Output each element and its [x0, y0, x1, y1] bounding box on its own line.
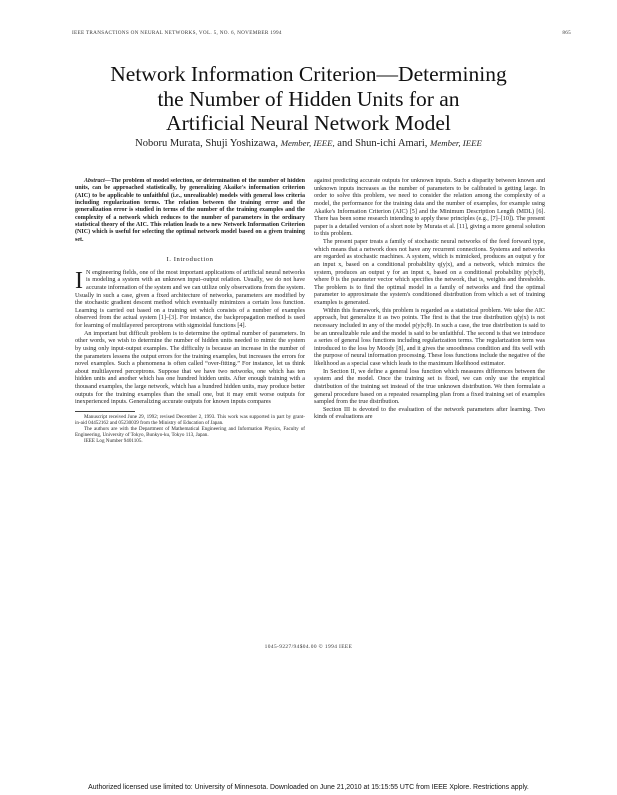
right-paragraph-1: against predicting accurate outputs for unknown inputs. Such a disparity between known and unknown inputs increases as the number of parameters to be calibrated is getting large. In order to solve this problem, we need to consider the relation among the complexity of a model, the performance for the training data and the number of examples, for example using Akaike's Information Criterion (AIC) [5] and the Minimum Description Length (MDL) [6]. There has been some research intending to apply these principles (e.g., [7]–[10]). The present paper is a detailed version of a short note by Murata et al. [11], giving a more general solution to this problem.: [314, 178, 545, 238]
left-column: [75, 178, 305, 648]
author-names-1: Noboru Murata, Shuji Yoshizawa,: [135, 138, 279, 149]
drop-cap: I: [75, 267, 83, 294]
abstract: [75, 178, 305, 244]
right-paragraph-5: Section III is devoted to the evaluation of the network parameters after learning. Two kinds of evaluations are: [314, 406, 545, 421]
intro-paragraph-2: An important but difficult problem is to determine the optimal number of parameters. In other words, we wish to determine the number of hidden units needed to mimic the system by using only input-output examples. The difficulty is because an increase in the number of the parameters lessens the output errors for the training examples, but increases the errors for novel examples. Such a phenomena is often called “over-fitting.” For instance, let us think about multilayered perceptrons. Suppose that we have two networks, one which has ten hidden units and another which has one hundred hidden units. After enough training with a thousand examples, the large network, which has a hundred hidden units, may produce better outputs for the training examples than the small one, but it may emit worse outputs for inexperienced inputs. Generalizing accurate outputs for known inputs compares: [75, 330, 305, 406]
journal-header: IEEE TRANSACTIONS ON NEURAL NETWORKS, VOL. 5, NO. 6, NOVEMBER 1994: [72, 30, 282, 36]
right-paragraph-4: In Section II, we define a general loss function which measures differences between the system and the model. Once the training set is fixed, we can only use the empirical distribution of the training set instead of the true unknown distribution. We then formulate a general procedure based on a repeated resampling plan from a fixed training set of examples sampled from the true distribution.: [314, 368, 545, 406]
title-line-2: the Number of Hidden Units for an: [157, 86, 460, 111]
running-head: [40, 30, 577, 40]
abstract-text: The problem of model selection, or determination of the number of hidden units, can be approached statistically, by generalizing Akaike's information criterion (AIC) to be applicable to unfaithful (i.e., unrealizable) models with general loss criteria including regularization terms. The relation between the training error and the generalization error is studied in terms of the number of the training examples and the complexity of a network which reduces to the number of parameters in the ordinary statistical theory of the AIC. This relation leads to a new Network Information Criterion (NIC) which is useful for selecting the optimal network model based on a given training set.: [75, 178, 305, 243]
footnote-divider: [75, 411, 135, 412]
copyright-code: 1045-9227/94$04.00 © 1994 IEEE: [264, 644, 353, 650]
footnote-affiliation: The authors are with the Department of Mathematical Engineering and Information Physics, Faculty of Engineering, University of Tokyo, Bunkyo-ku, Tokyo 113, Japan.: [75, 426, 305, 439]
author-names-2: and Shun-ichi Amari,: [337, 138, 428, 149]
license-banner: Authorized licensed use limited to: University of Minnesota. Downloaded on June 21,2010 at 15:15:55 UTC from IEEE Xplore. Restrictions apply.: [88, 784, 529, 791]
section-heading-introduction: I. Introduction: [166, 256, 214, 264]
paper-title: [40, 62, 577, 136]
footnote-log-number: IEEE Log Number 9401105.: [84, 438, 143, 445]
right-column: [314, 178, 545, 636]
author-line: [40, 138, 577, 149]
page-number: 865: [562, 30, 571, 36]
intro-paragraph-1: [75, 267, 305, 331]
title-line-1: Network Information Criterion—Determining: [110, 62, 507, 86]
intro-paragraph-1-text: N engineering fields, one of the most important applications of artificial neural networks is modeling a system with an unknown input–output relation. Usually, we do not have accurate information of the system and we can utilize only observations from the system. Usually in such a case, given a fixed architecture of networks, parameters are modified by the stochastic gradient descent method which eventually minimizes a certain loss function. Learning is carried out based on a training set which consists of a number of examples observed from the actual system [1]–[3]. For instance, the backpropagation method is used for learning of multilayered perceptrons with sigmoidal functions [4].: [75, 269, 305, 330]
abstract-label: Abstract—: [84, 178, 111, 184]
author-membership-2: Member, IEEE: [430, 138, 482, 148]
right-paragraph-2: The present paper treats a family of stochastic neural networks of the feed forward type, which means that a network does not have any recurrent connections. Systems and networks are regarded as stochastic machines. A system, which is mimicked, produces an output y for an input x, based on a conditional probability q(y|x), and a network, which mimics the system, produces an output y for an input x, based on a conditional probability p(y|x;θ), where θ is the parameter vector which specifies the network, that is, weights and thresholds. The problem is to find the optimal model in a family of networks and find the optimal parameter to approximate the system's conditioned distribution from which a set of training examples is generated.: [314, 239, 545, 306]
footnote-manuscript: Manuscript received June 29, 1992; revised December 2, 1993. This work was supported in part by grant-in-aid 04452162 and 05230039 from the Ministry of Education of Japan.: [75, 413, 305, 427]
title-line-3: Artificial Neural Network Model: [166, 111, 451, 135]
author-membership-1: Member, IEEE,: [280, 138, 335, 148]
right-paragraph-3: Within this framework, this problem is regarded as a statistical problem. We take the AIC approach, but generalize it as two points. The first is that the true distribution q(y|x) is not necessary included in any of the model p(y|x;θ). In such a case, the true distribution is said to be an unrealizable rule and the model is said to be unfaithful. The second is that we introduce a series of general loss functions including regularization terms. The regularization term was introduced to the loss by Moody [8], and it gives the smoothness condition and fits well with the purpose of neural information processing. These loss functions include the negative of the likelihood as a special case which leads to the maximum likelihood estimator.: [314, 307, 545, 367]
